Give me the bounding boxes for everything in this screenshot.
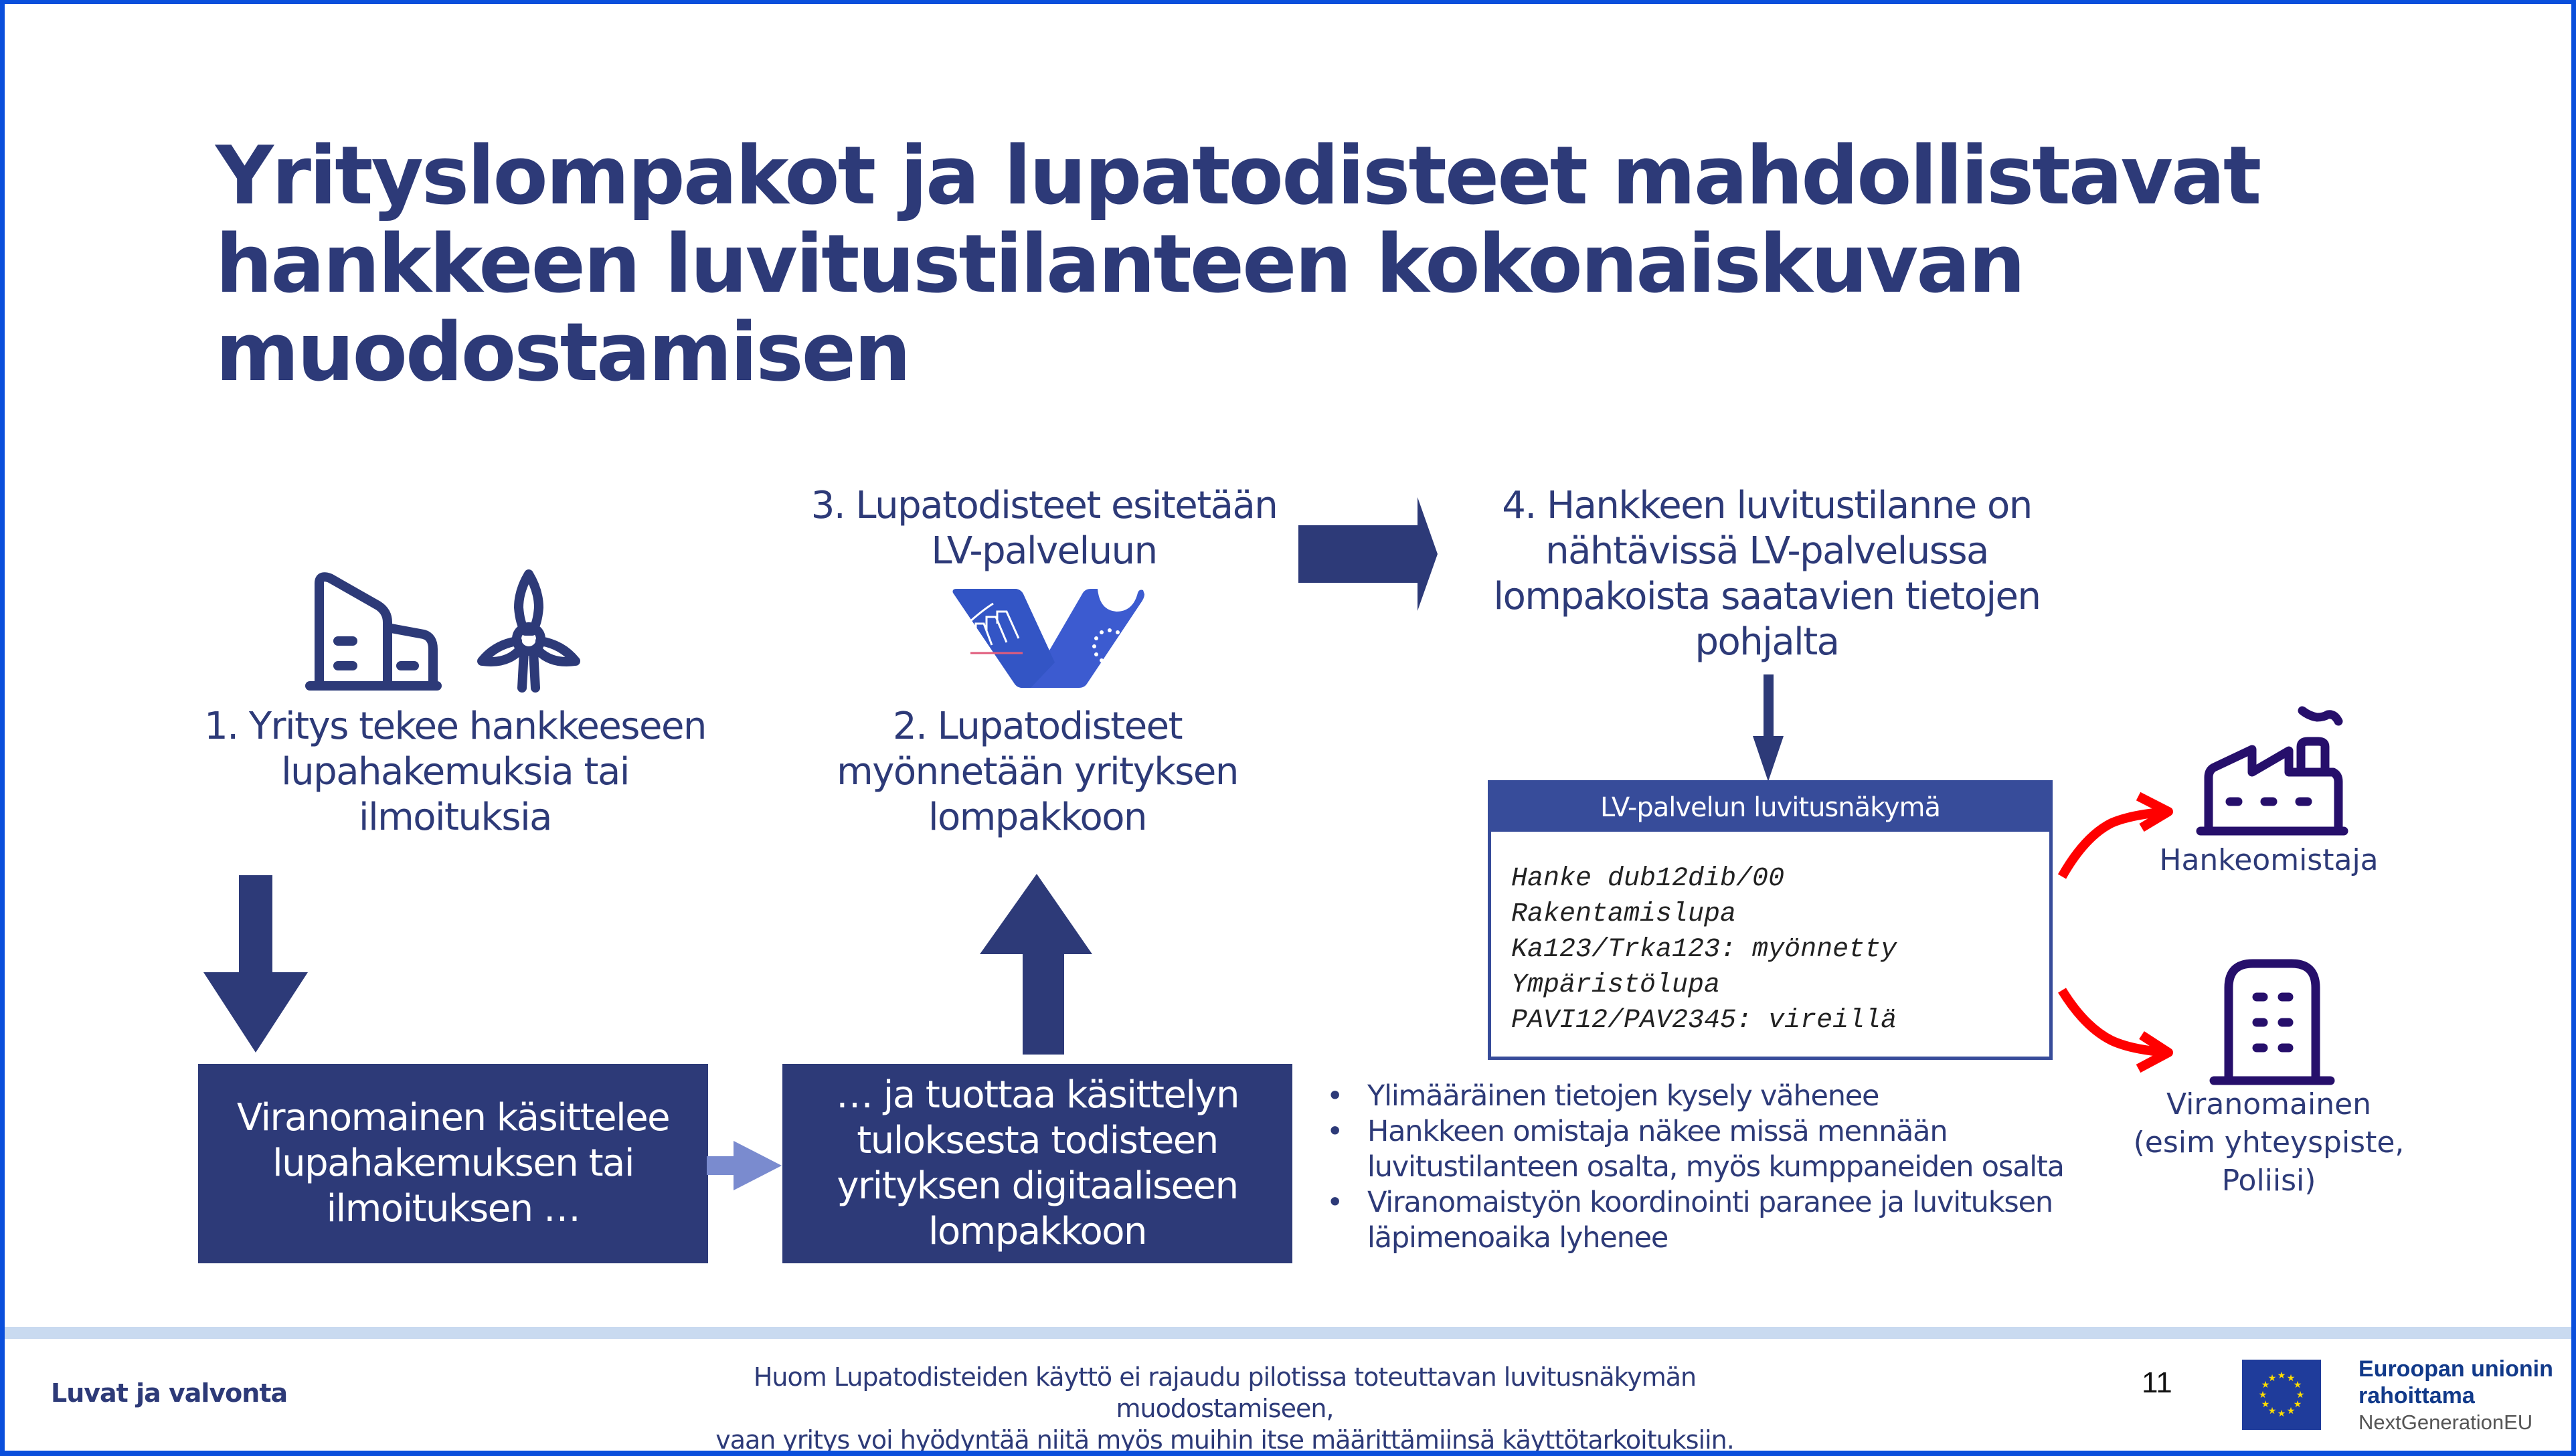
eu-funding-line: Euroopan unionin bbox=[2358, 1356, 2553, 1382]
certificate-result-box bbox=[782, 1064, 1292, 1263]
step-1-label bbox=[194, 704, 716, 840]
box-line: lupahakemuksen tai bbox=[272, 1142, 634, 1185]
slide-title bbox=[216, 132, 2357, 397]
permit-view-body bbox=[1491, 832, 2049, 1038]
permit-line: Rakentamislupa bbox=[1511, 899, 1737, 929]
title-line: Yrityslompakot ja lupatodisteet mahdollistavat bbox=[216, 130, 2260, 223]
buildings-icon bbox=[305, 569, 442, 693]
eu-flag-icon bbox=[2242, 1360, 2321, 1430]
wind-turbine-icon bbox=[472, 567, 586, 695]
step-2-line: 2. Lupatodisteet bbox=[892, 705, 1183, 748]
benefit-item: • Ylimääräinen tietojen kysely vähenee bbox=[1325, 1079, 2101, 1114]
svg-text:★: ★ bbox=[2286, 1406, 2296, 1417]
eu-funding-text bbox=[2358, 1356, 2553, 1436]
step-2-line: myönnetään yrityksen bbox=[837, 750, 1238, 794]
step-1-line: 1. Yritys tekee hankkeeseen bbox=[204, 705, 706, 748]
box-line: Viranomainen käsittelee bbox=[236, 1096, 670, 1140]
svg-text:★: ★ bbox=[2277, 1370, 2286, 1381]
permit-line: Ka123/Trka123: myönnetty bbox=[1511, 935, 1897, 965]
footer-band bbox=[5, 1327, 2571, 1339]
role-line: Viranomainen bbox=[2166, 1087, 2372, 1121]
arrow-up-icon bbox=[978, 874, 1096, 1055]
box-line: ilmoituksen … bbox=[326, 1187, 580, 1231]
arrow-right-light-icon bbox=[707, 1141, 784, 1190]
footer-note bbox=[656, 1362, 1794, 1456]
footer-note-line: Huom Lupatodisteiden käyttö ei rajaudu pilotissa toteuttavan luvitusnäkymän muodostamiseen, bbox=[753, 1362, 1697, 1423]
benefits-list bbox=[1325, 1079, 2101, 1256]
svg-text:★: ★ bbox=[2258, 1390, 2267, 1400]
box-line: … ja tuottaa käsittelyn bbox=[835, 1073, 1239, 1117]
box-line: lompakkoon bbox=[928, 1210, 1147, 1253]
wallet-eu-logo bbox=[949, 583, 1146, 691]
role-line: Poliisi) bbox=[2221, 1164, 2316, 1198]
svg-text:★: ★ bbox=[2286, 1373, 2296, 1384]
step-4-line: 4. Hankkeen luvitustilanne on bbox=[1502, 484, 2032, 527]
svg-text:★: ★ bbox=[2293, 1399, 2302, 1410]
office-building-icon bbox=[2209, 955, 2336, 1089]
step-4-label bbox=[1446, 483, 2088, 665]
project-owner-label bbox=[2142, 841, 2396, 879]
title-line: hankkeen luvitustilanteen kokonaiskuvan bbox=[216, 218, 2024, 311]
svg-text:★: ★ bbox=[2261, 1380, 2270, 1390]
role-line: (esim yhteyspiste, bbox=[2133, 1125, 2405, 1160]
box-line: yrityksen digitaaliseen bbox=[837, 1164, 1238, 1208]
eu-stars-icon bbox=[2242, 1360, 2321, 1430]
step-1-line: lupahakemuksia tai bbox=[281, 750, 629, 794]
permit-line: Ympäristölupa bbox=[1511, 970, 1721, 1000]
svg-text:★: ★ bbox=[2293, 1380, 2302, 1390]
red-arrow-down-icon bbox=[2058, 987, 2178, 1074]
footer-section-label: Luvat ja valvonta bbox=[51, 1378, 288, 1408]
authority-processing-box bbox=[198, 1064, 708, 1263]
step-3-line: 3. Lupatodisteet esitetään bbox=[810, 484, 1278, 527]
step-1-line: ilmoituksia bbox=[359, 796, 551, 839]
step-3-line: LV-palveluun bbox=[931, 529, 1157, 573]
svg-text:★: ★ bbox=[2267, 1406, 2277, 1417]
eu-funding-line: rahoittama bbox=[2358, 1383, 2475, 1408]
step-2-label bbox=[790, 704, 1285, 840]
eu-funding-line: NextGenerationEU bbox=[2358, 1410, 2533, 1434]
permit-line: PAVI12/PAV2345: vireillä bbox=[1511, 1006, 1897, 1036]
benefit-item: • Viranomaistyön koordinointi paranee ja luvituksen läpimenoaika lyhenee bbox=[1325, 1185, 2101, 1256]
authority-label bbox=[2108, 1085, 2429, 1200]
role-line: Hankeomistaja bbox=[2159, 843, 2379, 877]
permit-view-header: LV-palvelun luvitusnäkymä bbox=[1491, 784, 2049, 832]
svg-text:★: ★ bbox=[2261, 1399, 2270, 1410]
benefit-item: • Hankkeen omistaja näkee missä mennään luvitustilanteen osalta, myös kumppaneiden osalta bbox=[1325, 1114, 2101, 1185]
box-line: tuloksesta todisteen bbox=[857, 1119, 1218, 1162]
arrow-down-thin-icon bbox=[1748, 674, 1788, 782]
svg-text:★: ★ bbox=[2277, 1408, 2286, 1419]
arrow-right-icon bbox=[1298, 497, 1439, 611]
step-4-line: lompakoista saatavien tietojen bbox=[1493, 575, 2041, 618]
step-3-label bbox=[790, 483, 1298, 574]
step-2-line: lompakkoon bbox=[928, 796, 1147, 839]
permit-view-panel bbox=[1488, 780, 2053, 1060]
arrow-down-icon bbox=[195, 875, 316, 1056]
title-line: muodostamisen bbox=[216, 306, 910, 399]
permit-line: Hanke dub12dib/00 bbox=[1511, 864, 1785, 894]
step-4-line: pohjalta bbox=[1695, 620, 1839, 664]
footer-note-line: vaan yritys voi hyödyntää niitä myös muihin itse määrittämiinsä käyttötarkoituksiin. bbox=[715, 1425, 1734, 1455]
page-number: 11 bbox=[2142, 1366, 2172, 1399]
step-4-line: nähtävissä LV-palvelussa bbox=[1545, 529, 1988, 573]
svg-text:★: ★ bbox=[2296, 1390, 2305, 1400]
svg-text:★: ★ bbox=[2267, 1373, 2277, 1384]
factory-icon bbox=[2195, 703, 2342, 836]
